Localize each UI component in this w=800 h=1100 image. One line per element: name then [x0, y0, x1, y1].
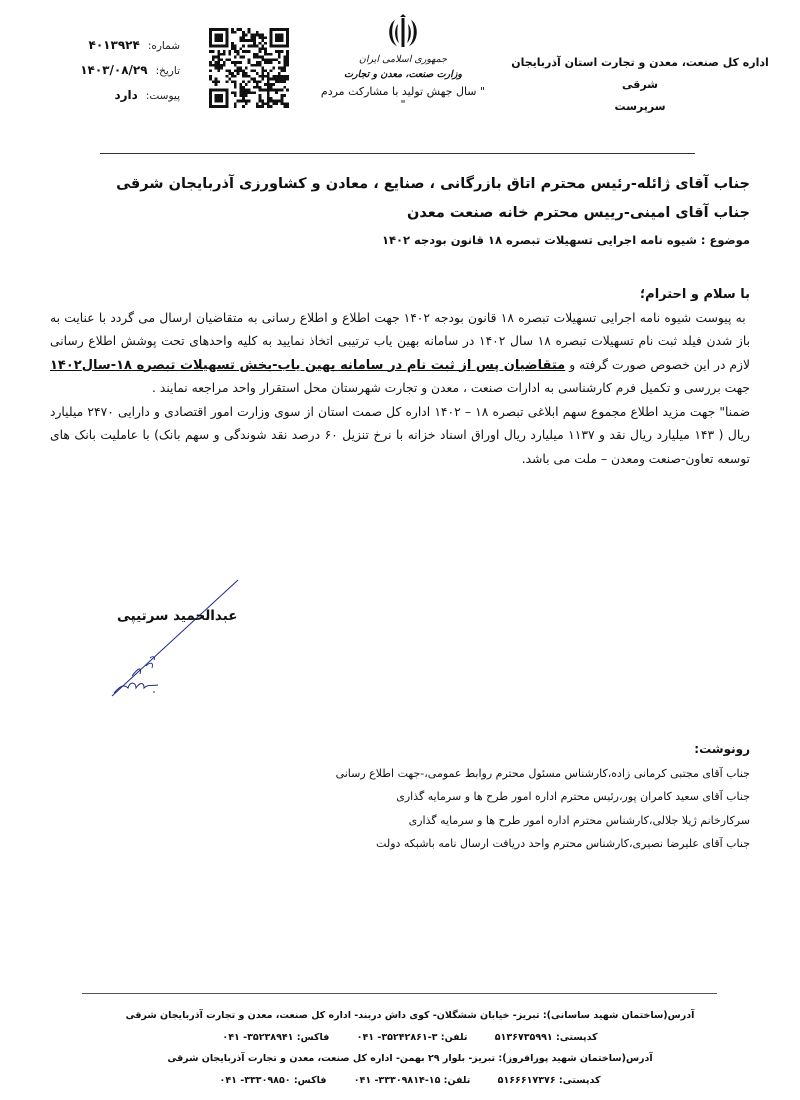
paragraph-1-text: به پیوست شیوه نامه اجرایی تسهیلات تبصره ۱۸ قانون بودجه ۱۴۰۲ جهت اطلاع و اطلاع رسانی به متقاضیان ارسال می گردد با عنایت به باز شدن فیلد ثبت نام تسهیلات تبصره ۱۸ سال ۱۴۰۲ در سامانه بهین یاب ترتیبی اتخاذ نمایید به کلیه واحدهای تحت پوشش اطلاع رسانی لازم در این خصوص صورت گرفته و — [50, 310, 750, 372]
date-label: تاریخ: — [155, 65, 180, 77]
addressees — [50, 170, 750, 228]
paragraph-2: ضمنا" جهت مزید اطلاع مجموع سهم ابلاغی تبصره ۱۸ – ۱۴۰۲ اداره کل صمت استان از سوی وزارت امور اقتصادی و دارایی ۲۴۷۰ میلیارد ریال ( ۱۴۳ میلیارد ریال نقد و ۱۱۳۷ میلیارد ریال اوراق اسناد خزانه با نرخ تنزیل ۶۰ درصد نقد شوندگی و سهم بانک) با عاملیت بانک های توسعه تعاون-صنعت ومعدن – ملت می باشد. — [50, 404, 751, 466]
highlighted-instruction: متقاضیان پس از ثبت نام در سامانه بهین یاب-بخش تسهیلات تبصره ۱۸-سال۱۴۰۲ — [50, 357, 566, 373]
handwritten-signature-icon — [100, 578, 250, 698]
cc-item: جناب آقای علیرضا نصیری،کارشناس محترم واحد دریافت ارسال نامه باشبکه دولت — [376, 837, 750, 850]
addressee-1: جناب آقای ژائله-رئیس محترم اتاق بازرگانی ، صنایع ، معادن و کشاورزی آذربایجان شرقی — [116, 176, 750, 192]
cc-item: جناب آقای سعید کامران پور،رئیس محترم اداره امور طرح ها و سرمایه گذاری — [396, 790, 750, 803]
cc-title: رونوشت: — [694, 742, 750, 756]
attachment-label: پیوست: — [145, 90, 180, 102]
paragraph-1 — [50, 307, 750, 401]
organization-role: سرپرست — [614, 100, 666, 113]
emblem-country: جمهوری اسلامی ایران — [358, 54, 448, 65]
cc-item: سرکارخانم ژیلا جلالی،کارشناس محترم اداره امور طرح ها و سرمایه گذاری — [408, 813, 750, 827]
cc-list — [150, 738, 750, 856]
emblem-block — [318, 12, 488, 111]
fax-1: فاکس: ۳۵۲۳۸۹۴۱- ۰۴۱ — [222, 1031, 330, 1043]
phone-1: تلفن: ۳-۳۵۲۴۲۸۶۱- ۰۴۱ — [356, 1031, 468, 1043]
meta-number-row — [30, 38, 180, 63]
letter-meta — [30, 38, 180, 113]
attachment-value: دارد — [114, 88, 138, 102]
fax-2: فاکس: ۳۳۳۰۹۸۵۰- ۰۴۱ — [219, 1074, 327, 1086]
footer-contact-2 — [60, 1070, 760, 1092]
postal-code-1: کدپستی: ۵۱۳۶۷۳۵۹۹۱ — [494, 1031, 598, 1043]
organization-name: اداره کل صنعت، معدن و تجارت استان آذربایجان شرقی — [511, 56, 769, 91]
footer — [60, 1005, 760, 1091]
footer-address-2: آدرس(ساختمان شهید پورافروز): تبریز- بلوار ۲۹ بهمن- اداره کل صنعت، معدن و تجارت آذربایجان شرقی — [167, 1053, 653, 1064]
postal-code-2: کدپستی: ۵۱۶۶۶۱۷۳۷۶ — [497, 1074, 601, 1086]
greeting: با سلام و احترام؛ — [639, 287, 750, 302]
meta-date-row — [30, 63, 180, 88]
addressee-2: جناب آقای امینی-رییس محترم خانه صنعت معدن — [406, 205, 750, 221]
emblem-ministry: وزارت صنعت، معدن و تجارت — [344, 69, 462, 80]
footer-contact-1 — [60, 1027, 760, 1049]
number-label: شماره: — [147, 40, 180, 52]
year-slogan: " سال جهش تولید با مشارکت مردم " — [320, 85, 486, 111]
date-value: ۱۴۰۳/۰۸/۲۹ — [80, 63, 148, 77]
signatory-name: عبدالحمید سرتیپی — [117, 608, 238, 624]
number-value: ۴۰۱۳۹۲۴ — [88, 38, 140, 52]
organization-header — [500, 52, 780, 118]
paragraph-1-text-end: جهت بررسی و تکمیل فرم کارشناسی به ادارات صنعت ، معدن و تجارت شهرستان محل استقرار واحد مراجعه نمایند . — [152, 381, 750, 395]
footer-address-1: آدرس(ساختمان شهید ساسانی): تبریز- خیابان ششگلان- کوی داش دربند- اداره کل صنعت، معدن و تجارت آذربایجان شرقی — [125, 1010, 695, 1021]
letter-body — [50, 283, 750, 471]
footer-divider — [82, 993, 717, 994]
qr-code-icon — [208, 28, 290, 108]
phone-2: تلفن: ۱۵-۳۳۳۰۹۸۱۴- ۰۴۱ — [353, 1074, 471, 1086]
letter-subject: موضوع : شیوه نامه اجرایی تسهیلات تبصره ۱۸ قانون بودجه ۱۴۰۲ — [381, 233, 750, 247]
meta-attachment-row — [30, 88, 180, 113]
header-divider — [100, 153, 695, 154]
cc-item: جناب آقای مجتبی کرمانی زاده،کارشناس مسئول محترم روابط عمومی،-جهت اطلاع رسانی — [335, 766, 750, 780]
iran-emblem-icon — [383, 12, 423, 52]
